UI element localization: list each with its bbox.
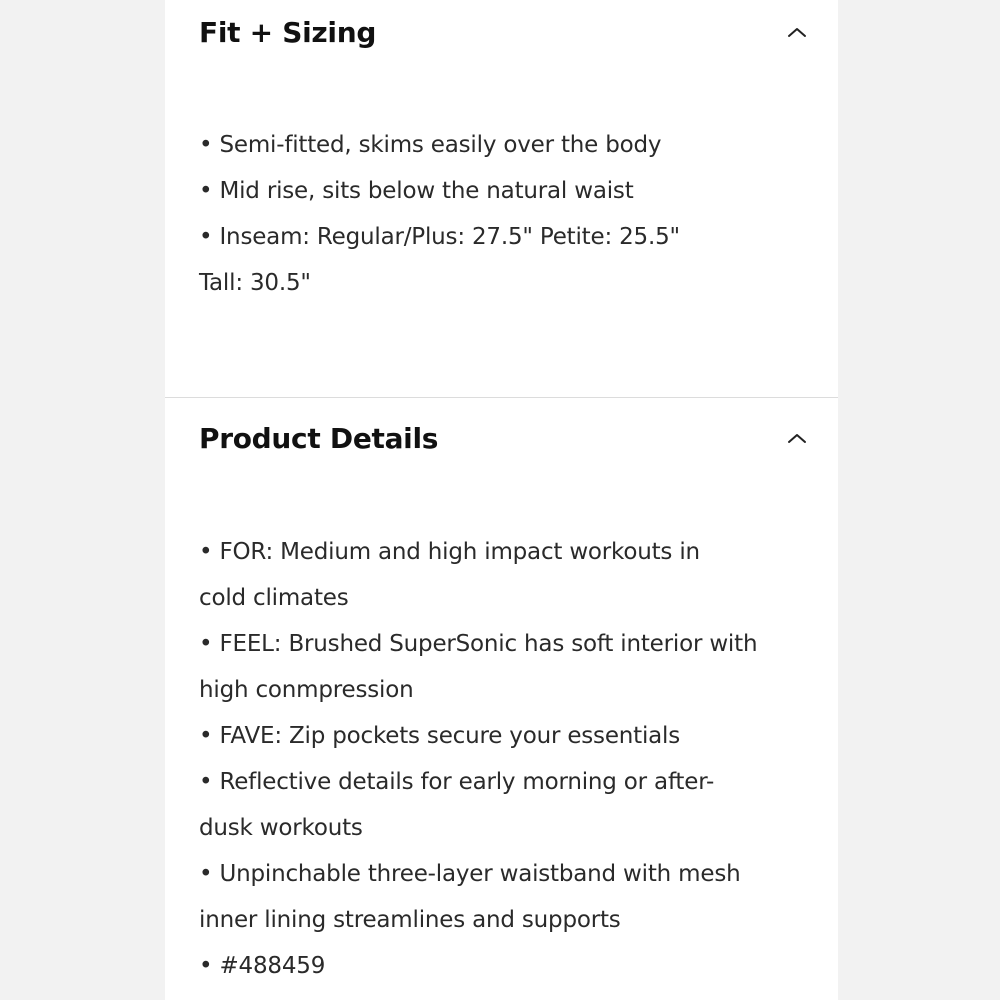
fit-sizing-header[interactable] bbox=[199, 12, 809, 52]
detail-line: inner lining streamlines and supports bbox=[199, 907, 621, 933]
detail-line: Tall: 30.5" bbox=[199, 270, 311, 296]
product-details-header[interactable] bbox=[199, 418, 809, 458]
detail-line: • Inseam: Regular/Plus: 27.5" Petite: 25.5" bbox=[199, 224, 680, 250]
detail-line: • FOR: Medium and high impact workouts in bbox=[199, 539, 700, 565]
product-details-section bbox=[165, 397, 838, 1000]
detail-line: high conmpression bbox=[199, 677, 414, 703]
detail-line: dusk workouts bbox=[199, 815, 363, 841]
product-details-content bbox=[199, 529, 809, 989]
detail-line: • FEEL: Brushed SuperSonic has soft interior with bbox=[199, 631, 758, 657]
detail-line: • Reflective details for early morning or after- bbox=[199, 769, 715, 795]
section-title: Fit + Sizing bbox=[199, 15, 377, 49]
detail-line: • Mid rise, sits below the natural waist bbox=[199, 178, 634, 204]
chevron-up-icon[interactable] bbox=[785, 20, 809, 44]
detail-line: • #488459 bbox=[199, 953, 326, 979]
chevron-up-icon[interactable] bbox=[785, 426, 809, 450]
section-title: Product Details bbox=[199, 421, 439, 455]
product-info-panel bbox=[165, 0, 838, 1000]
fit-sizing-content bbox=[199, 122, 809, 306]
detail-line: cold climates bbox=[199, 585, 349, 611]
fit-sizing-section bbox=[165, 0, 838, 397]
detail-line: • FAVE: Zip pockets secure your essentials bbox=[199, 723, 681, 749]
detail-line: • Unpinchable three-layer waistband with mesh bbox=[199, 861, 741, 887]
detail-line: • Semi-fitted, skims easily over the body bbox=[199, 132, 662, 158]
